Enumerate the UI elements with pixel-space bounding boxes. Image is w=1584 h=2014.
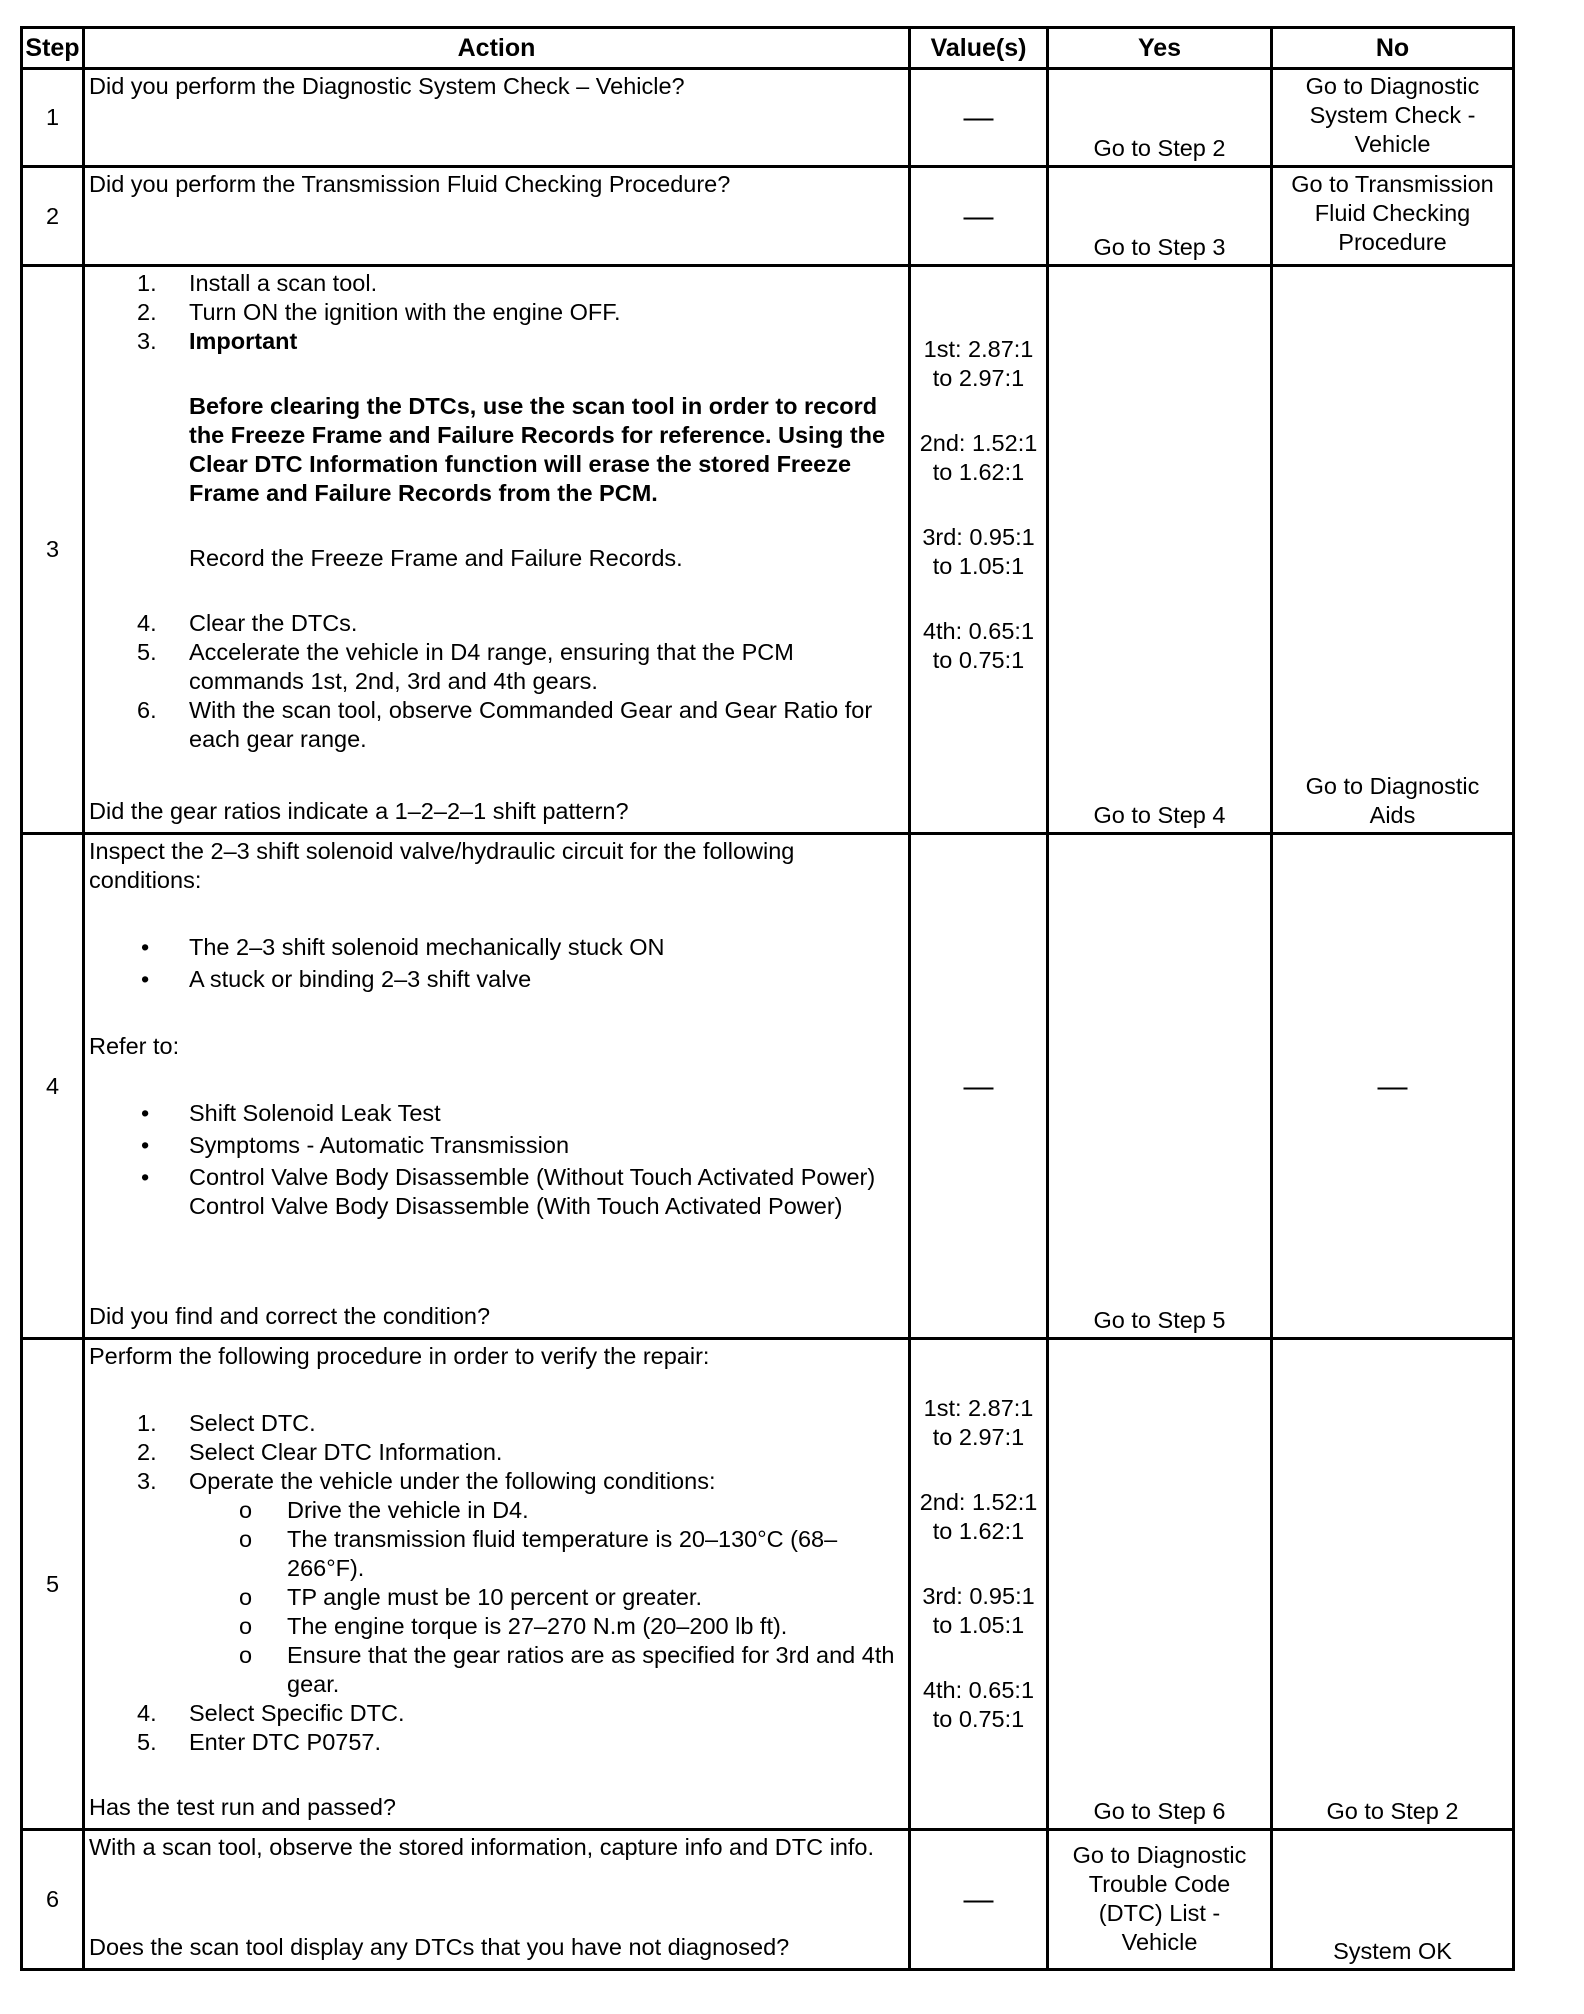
step-number: 6 [22, 1830, 84, 1970]
yes-link[interactable]: Go to Step 5 [1048, 834, 1272, 1339]
condition-item: o Ensure that the gear ratios are as specified for 3rd and 4th gear. [239, 1642, 895, 1697]
list-item: • A stuck or binding 2–3 shift valve [141, 966, 532, 992]
step-number: 5 [22, 1339, 84, 1830]
action-cell [84, 266, 910, 834]
yes-link[interactable]: Go to Step 3 [1048, 167, 1272, 266]
question-text: Did you find and correct the condition? [89, 1303, 491, 1329]
procedure-step: 4. Clear the DTCs. [137, 610, 358, 636]
table-row [22, 167, 1514, 266]
yes-link[interactable]: Go to Step 4 [1048, 266, 1272, 834]
table-row [22, 1830, 1514, 1970]
yes-link[interactable]: Go to Diagnostic Trouble Code (DTC) List - Vehicle [1048, 1830, 1272, 1970]
procedure-step: 4. Select Specific DTC. [137, 1700, 405, 1726]
header-yes: Yes [1048, 28, 1272, 69]
diagnostic-table [20, 26, 1515, 1971]
yes-link[interactable]: Go to Step 2 [1048, 69, 1272, 167]
header-values: Value(s) [910, 28, 1048, 69]
no-cell: — [1272, 834, 1514, 1339]
table-row [22, 69, 1514, 167]
important-note: Before clearing the DTCs, use the scan tool in order to record the Freeze Frame and Failure Records for reference. Using the Clear DTC Information function will erase the stored Freeze Frame and Failure Records from the PCM. [189, 393, 886, 506]
action-text: With a scan tool, observe the stored information, capture info and DTC info. [89, 1834, 875, 1860]
action-cell [84, 834, 910, 1339]
no-link[interactable]: Go to Diagnostic Aids [1272, 266, 1514, 834]
no-link[interactable]: Go to Diagnostic System Check - Vehicle [1272, 69, 1514, 167]
step-number: 2 [22, 167, 84, 266]
action-text: Did you perform the Transmission Fluid Checking Procedure? [89, 171, 731, 197]
reference-link[interactable]: • Control Valve Body Disassemble (Without Touch Activated Power) Control Valve Body Disassemble (With Touch Activated Power) [141, 1164, 876, 1219]
header-no: No [1272, 28, 1514, 69]
step-number: 3 [22, 266, 84, 834]
condition-item: o TP angle must be 10 percent or greater. [239, 1584, 702, 1610]
list-item: • The 2–3 shift solenoid mechanically stuck ON [141, 934, 665, 960]
header-action: Action [84, 28, 910, 69]
value-cell: — [910, 167, 1048, 266]
question-text: Does the scan tool display any DTCs that you have not diagnosed? [89, 1934, 790, 1960]
table-row [22, 1339, 1514, 1830]
action-text: Perform the following procedure in order to verify the repair: [89, 1343, 710, 1369]
action-cell [84, 69, 910, 167]
procedure-step: 5. Accelerate the vehicle in D4 range, ensuring that the PCM commands 1st, 2nd, 3rd and 4th gears. [137, 639, 794, 694]
reference-link[interactable]: • Symptoms - Automatic Transmission [141, 1132, 570, 1158]
procedure-step: 2. Select Clear DTC Information. [137, 1439, 503, 1465]
yes-link[interactable]: Go to Step 6 [1048, 1339, 1272, 1830]
no-link[interactable]: System OK [1272, 1830, 1514, 1970]
header-step: Step [22, 28, 84, 69]
question-text: Has the test run and passed? [89, 1794, 397, 1820]
procedure-step: 1. Select DTC. [137, 1410, 316, 1436]
value-cell: — [910, 834, 1048, 1339]
procedure-note: Record the Freeze Frame and Failure Records. [189, 545, 683, 571]
step-number: 1 [22, 69, 84, 167]
table-row [22, 266, 1514, 834]
condition-item: o The engine torque is 27–270 N.m (20–200 lb ft). [239, 1613, 788, 1639]
no-link[interactable]: Go to Transmission Fluid Checking Procedure [1272, 167, 1514, 266]
condition-item: o The transmission fluid temperature is 20–130°C (68–266°F). [239, 1526, 838, 1581]
no-link[interactable]: Go to Step 2 [1272, 1339, 1514, 1830]
action-text: Inspect the 2–3 shift solenoid valve/hydraulic circuit for the following conditions: [89, 838, 795, 893]
value-cell: — [910, 1830, 1048, 1970]
action-cell [84, 1830, 910, 1970]
value-cell: — [910, 69, 1048, 167]
important-label: Important [189, 328, 298, 354]
table-row [22, 834, 1514, 1339]
procedure-step: 3. Important Before clearing the DTCs, use the scan tool in order to record the Freeze Frame and Failure Records for reference. Using the Clear DTC Information function will erase the stored Freeze Frame and Failure Records from the PCM. Record the Freeze Frame and Failure Records. [89, 327, 904, 573]
refer-label: Refer to: [89, 1033, 180, 1059]
header-row [22, 28, 1514, 69]
condition-item: o Drive the vehicle in D4. [239, 1497, 529, 1523]
procedure-step: 3. Operate the vehicle under the following conditions: [137, 1468, 716, 1494]
step-number: 4 [22, 834, 84, 1339]
action-text: Did you perform the Diagnostic System Check – Vehicle? [89, 73, 685, 99]
value-cell: 1st: 2.87:1 to 2.97:1 2nd: 1.52:1 to 1.62:1 3rd: 0.95:1 to 1.05:1 4th: 0.65:1 to 0.75:1 [910, 1339, 1048, 1830]
question-text: Did the gear ratios indicate a 1–2–2–1 shift pattern? [89, 798, 629, 824]
procedure-step: 6. With the scan tool, observe Commanded Gear and Gear Ratio for each gear range. [137, 697, 873, 752]
procedure-step: 2. Turn ON the ignition with the engine OFF. [137, 299, 621, 325]
action-cell [84, 1339, 910, 1830]
reference-link[interactable]: • Shift Solenoid Leak Test [141, 1100, 441, 1126]
value-cell: 1st: 2.87:1 to 2.97:1 2nd: 1.52:1 to 1.62:1 3rd: 0.95:1 to 1.05:1 4th: 0.65:1 to 0.75:1 [910, 266, 1048, 834]
action-cell [84, 167, 910, 266]
procedure-step: 1. Install a scan tool. [137, 270, 378, 296]
procedure-step: 5. Enter DTC P0757. [137, 1729, 382, 1755]
